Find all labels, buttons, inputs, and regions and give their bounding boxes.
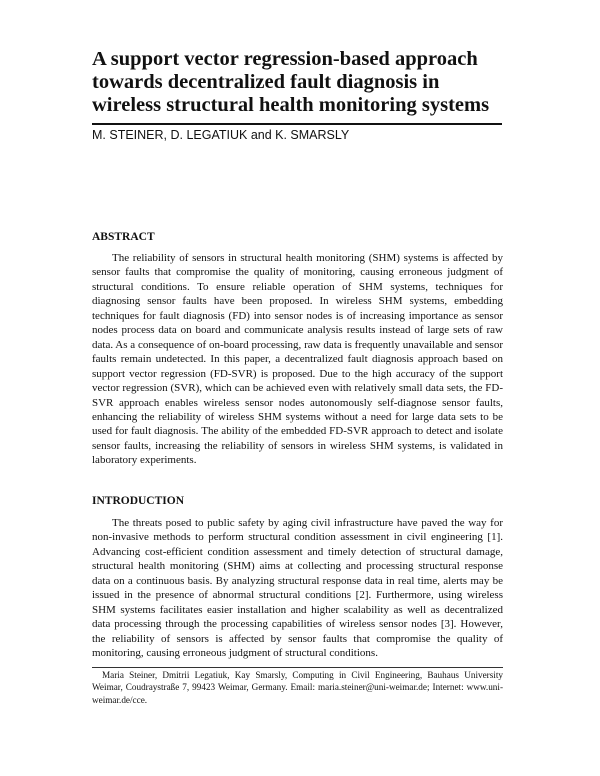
paper-authors: M. STEINER, D. LEGATIUK and K. SMARSLY [92,128,350,142]
introduction-heading: INTRODUCTION [92,495,185,507]
footnote-divider [92,667,503,668]
abstract-paragraph: The reliability of sensors in structural health monitoring (SHM) systems is affected by sensor faults that compromise the quality of monitoring, causing erroneous judgment of structural conditions. To ensure reliable operation of SHM systems, techniques for diagnosing sensor faults have been proposed. In wireless SHM systems, embedding techniques for fault diagnosis (FD) into sensor nodes is of increasing importance as sensor nodes process data on board and communicate analysis results instead of large sets of raw data. As a consequence of on-board processing, raw data is frequently unavailable and sensor faults remain undetected. In this paper, a decentralized fault diagnosis approach based on support vector regression (FD-SVR) is proposed. Due to the high accuracy of the support vector regression (SVR), which can be achieved even with relatively small data sets, the FD-SVR approach enables wireless sensor nodes autonomously self-diagnose sensor faults, enhancing the reliability of wireless SHM systems without a need for large data sets to be used for fault diagnosis. The ability of the embedded FD-SVR approach to detect and isolate sensor faults, increasing the reliability of sensors in wireless SHM systems, is validated in laboratory experiments. [92,252,503,467]
introduction-paragraph: The threats posed to public safety by aging civil infrastructure have paved the way for non-invasive methods to perform structural condition assessment in civil engineering [1]. Advancing cost-efficient condition assessment and timely detection of structural damage, structural health monitoring (SHM) aims at collecting and processing structural response data on a continuous basis. By analyzing structural response data in real time, alerts may be issued in the presence of abnormal structural conditions [2]. Furthermore, using wireless SHM systems facilitates easier installation and higher scalability as well as decentralized data processing through the processing capabilities of wireless sensor nodes [3]. However, the reliability of sensors is affected by sensor faults that compromise the quality of monitoring, causing erroneous judgment of structural conditions. [92,517,503,660]
author-affiliation-footnote: Maria Steiner, Dmitrii Legatiuk, Kay Smarsly, Computing in Civil Engineering, Bauhaus University Weimar, Coudraystraße 7, 99423 Weimar, Germany. Email: maria.steiner@uni-weimar.de; Internet: www.uni-weimar.de/cce. [92,670,503,705]
paper-title: A support vector regression-based approach towards decentralized fault diagnosis in wireless structural health monitoring systems [92,48,490,116]
abstract-heading: ABSTRACT [92,231,155,243]
title-divider [92,123,502,125]
